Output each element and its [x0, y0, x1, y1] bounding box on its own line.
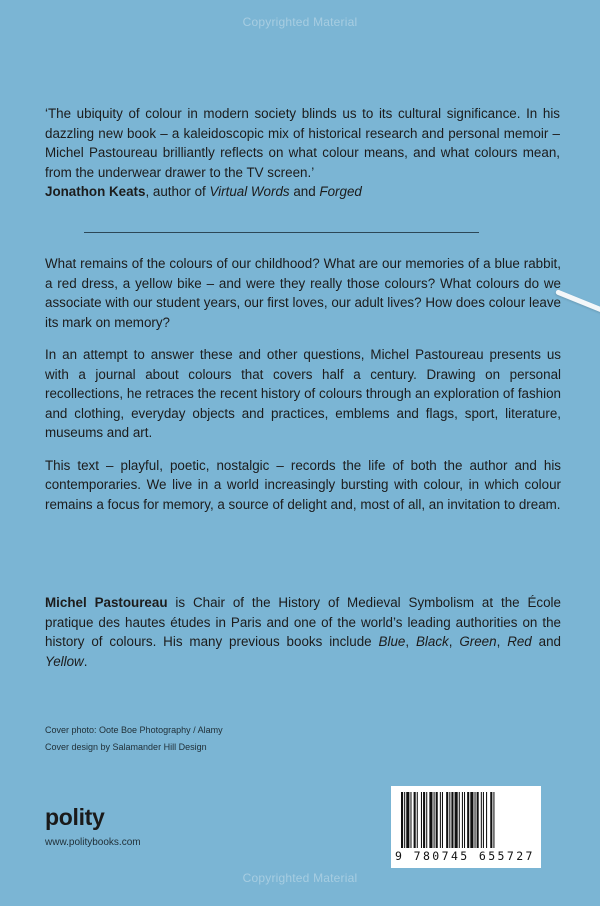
barcode-bar — [423, 792, 425, 848]
barcode-bar — [414, 792, 416, 848]
publisher-logo: polity — [45, 804, 105, 830]
barcode-bar — [475, 792, 476, 848]
cover-design-credit: Cover design by Salamander Hill Design — [45, 742, 207, 752]
barcode-bar — [426, 792, 427, 848]
quote-attribution — [45, 182, 560, 202]
bio-end: . — [83, 653, 88, 669]
isbn-barcode — [391, 786, 541, 868]
barcode-bar — [467, 792, 469, 848]
barcode-bar — [490, 792, 492, 848]
barcode-bars — [401, 792, 531, 848]
quote-book-2: Forged — [319, 184, 362, 199]
barcode-bar — [449, 792, 450, 848]
barcode-bar — [483, 792, 484, 848]
barcode-bar — [470, 792, 473, 848]
quote-text: ‘The ubiquity of colour in modern society blinds us to its cultural significance. In his dazzling new book – a kaleidoscopic mix of historical research and personal memoir – Michel Pastoureau brilliantly reflects on what colour means, and what colours mean, from the underwear drawer to the TV screen.’ — [45, 106, 560, 180]
attribution-text: , author of — [145, 184, 210, 199]
quote-book-1: Virtual Words — [209, 184, 290, 199]
barcode-bar — [455, 792, 458, 848]
barcode-bar — [421, 792, 422, 848]
bio-text: is Chair of the History of Medieval Symbolism at the École pratique des hautes études in Paris and one of the world’s leading authorities on the history of colours. His many previous books include — [45, 595, 561, 649]
barcode-bar — [406, 792, 409, 848]
barcode-bar — [436, 792, 438, 848]
barcode-bar — [477, 792, 479, 848]
barcode-bar — [481, 792, 482, 848]
bio-book-green: Green — [459, 634, 497, 649]
barcode-bar — [440, 792, 441, 848]
bio-sep: , — [448, 634, 460, 649]
barcode-bar — [434, 792, 435, 848]
review-quote — [45, 104, 560, 202]
barcode-bar — [486, 792, 487, 848]
cover-credits — [45, 722, 223, 756]
blurb-paragraph-1: What remains of the colours of our childhood? What are our memories of a blue rabbit, a red dress, a yellow bike – and were they really those colours? What colours do we associate with our student years, our first loves, our adult lives? How does colour leave its mark on memory? — [45, 256, 561, 330]
barcode-bar — [410, 792, 411, 848]
copyright-watermark-bottom: Copyrighted Material — [242, 871, 358, 885]
barcode-bar — [459, 792, 460, 848]
barcode-bar — [404, 792, 405, 848]
bio-book-black: Black — [415, 634, 449, 649]
barcode-bar — [442, 792, 443, 848]
blurb — [45, 254, 561, 514]
barcode-number: 9 780745 655727 — [395, 849, 535, 863]
section-divider — [84, 232, 479, 233]
barcode-bar — [401, 792, 403, 848]
blurb-paragraph-3: This text – playful, poetic, nostalgic – records the life of both the author and his contemporaries. We live in a world increasingly bursting with colour, in which colour remains a focus for memory, a source of delight and, most of all, an invitation to dream. — [45, 457, 561, 512]
bio-book-red: Red — [507, 634, 532, 649]
barcode-bar — [464, 792, 465, 848]
publisher-url: www.politybooks.com — [45, 837, 141, 848]
author-name: Michel Pastoureau — [45, 595, 168, 610]
bio-book-yellow: Yellow — [45, 653, 84, 669]
barcode-bar — [493, 792, 494, 848]
bio-sep: , — [496, 634, 508, 649]
barcode-bar — [417, 792, 418, 848]
copyright-watermark-top: Copyrighted Material — [242, 15, 358, 29]
barcode-bar — [462, 792, 463, 848]
quote-author: Jonathon Keats — [45, 184, 146, 199]
author-bio — [45, 593, 561, 671]
bio-and: and — [531, 634, 562, 649]
barcode-bar — [446, 792, 448, 848]
cover-photo-credit: Cover photo: Oote Boe Photography / Alamy — [45, 725, 223, 735]
attribution-and: and — [289, 184, 320, 199]
bio-book-blue: Blue — [378, 634, 406, 649]
pen-decoration — [555, 289, 600, 320]
barcode-bar — [451, 792, 453, 848]
blurb-paragraph-2: In an attempt to answer these and other questions, Michel Pastoureau presents us with a journal about colours that covers half a century. Drawing on personal recollections, he retraces the recent history of colours through an exploration of fashion and clothing, everyday objects and practices, emblems and flags, sport, literature, museums and art. — [45, 347, 561, 440]
barcode-bar — [429, 792, 432, 848]
bio-sep: , — [405, 634, 416, 649]
